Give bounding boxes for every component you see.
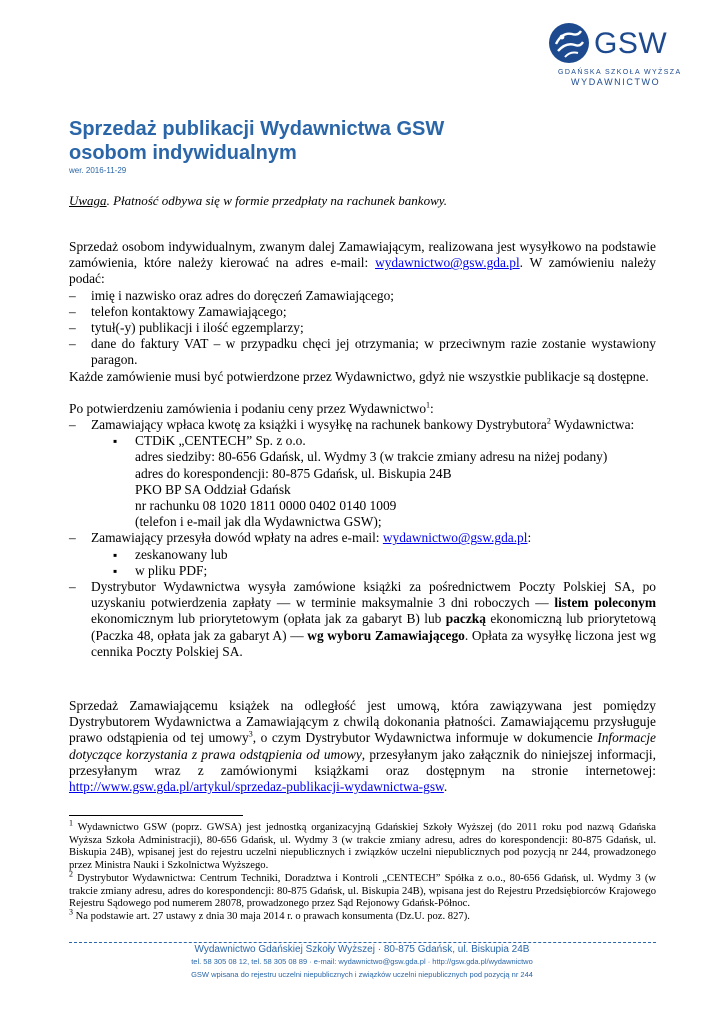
logo-name: GSW — [594, 27, 668, 60]
notice-label: Uwaga — [69, 193, 107, 208]
after-confirm-colon: : — [430, 400, 434, 416]
title-line-2: osobom indywidualnym — [69, 142, 297, 164]
email-link[interactable]: wydawnictwo@gsw.gda.pl — [382, 530, 528, 546]
document-body — [69, 239, 656, 795]
footer-contact: tel. 58 305 08 12, tel. 58 305 08 89 · e-mail: wydawnictwo@gsw.gda.pl · http://gsw.gda.pl/wydawnictwo — [191, 957, 533, 966]
payment-notice — [69, 193, 447, 209]
footnote-number: 3 — [69, 907, 73, 917]
step-payment — [69, 417, 656, 530]
bank-line: CTDiK „CENTECH” Sp. z o.o. — [135, 433, 306, 449]
website-link[interactable]: http://www.gsw.gda.pl/artykul/sprzedaz-publikacji-wydawnictwa-gsw — [69, 779, 444, 795]
footer-divider — [69, 942, 656, 943]
logo-subtitle: GDAŃSKA SZKOŁA WYŻSZA — [558, 69, 682, 76]
footnote-ref-3[interactable]: 3 — [248, 730, 253, 740]
step3-text-a: Dystrybutor Wydawnictwa wysyła zamówione książki za pośrednictwem Poczty Polskiej SA, po uzyskaniu potwierdzenia zapłaty — w terminie maksymalnie 3 dni roboczych — — [91, 579, 656, 611]
footer-registration: GSW wpisana do rejestru uczelni niepublicznych i związków uczelni niepublicznych pod pozycją nr 244 — [191, 970, 533, 979]
notice-text: . Płatność odbywa się w formie przedpłaty na rachunek bankowy. — [106, 193, 448, 208]
footer-address: Wydawnictwo Gdańskiej Szkoły Wyższej · 80-875 Gdańsk, ul. Biskupia 24B — [194, 944, 530, 955]
final-text-b: , o czym Dystrybutor Wydawnictwa informuje w dokumencie — [252, 730, 598, 746]
intro-text: Sprzedaż osobom indywidualnym, zwanym dalej Zamawiającym, realizowana jest wysyłkowo na podstawie zamówienia, które należy kierować na adres e-mail: — [69, 239, 656, 271]
bank-line: nr rachunku 08 1020 1811 0000 0402 0140 1009 — [135, 498, 397, 514]
bank-details-item — [113, 433, 656, 530]
order-requirements-list — [69, 288, 656, 369]
footnote — [69, 907, 656, 924]
after-confirmation-heading — [69, 401, 656, 417]
footnote-text: Dystrybutor Wydawnictwa: Centrum Techniki, Doradztwa i Kontroli „CENTECH” Spółka z o.o., 80-656 Gdańsk, ul. Wydmy 3 (w trakcie zmiany adresu, adres do korespondencji: 80-875 Gdańsk, ul. Biskupia 24B), wpisana jest do Rejestru Przedsiębiorców Krajowego Rejestru Sądowego pod numerem 28078, prowadzonego przez Sąd Rejonowy Gdańsk-Północ. — [69, 872, 656, 910]
footnote-divider — [69, 815, 243, 816]
footnote-ref-1[interactable]: 1 — [426, 400, 431, 410]
bank-details — [91, 433, 656, 530]
list-item: ▪ zeskanowany lub — [113, 547, 656, 563]
step3-registered-letter: listem poleconym — [554, 595, 656, 611]
footnote-text: Wydawnictwo GSW (poprz. GWSA) jest jednostką organizacyjną Gdańskiej Szkoły Wyższej (do 2011 roku pod nazwą Gdańska Wyższa Szkoła Administracji), 80-656 Gdańsk, ul. Wydmy 3 (w trakcie zmiany adresu, adres do korespondencji: 80-875 Gdańsk, ul. Biskupia 24B), wpisanej jest do rejestru uczelni niepublicznych i związków uczelni niepublicznych pod pozycją nr 244, prowadzonego przez Ministra Nauki i Szkolnictwa Wyższego. — [69, 822, 656, 872]
list-item: – dane do faktury VAT – w przypadku chęci jej otrzymania; w przeciwnym razie zostanie wystawiony paragon. — [69, 336, 656, 368]
withdrawal-paragraph — [69, 698, 656, 795]
final-text-end: . — [443, 779, 448, 795]
bank-line: adres do korespondencji: 80-875 Gdańsk, ul. Biskupia 24B — [135, 465, 452, 481]
page-title — [69, 117, 549, 165]
list-item: – telefon kontaktowy Zamawiającego; — [69, 304, 656, 320]
intro-paragraph — [69, 239, 656, 288]
footnote-number: 2 — [69, 869, 73, 879]
step1-text: Zamawiający wpłaca kwotę za książki i wysyłkę na rachunek bankowy Dystrybutora — [91, 417, 547, 433]
confirmation-note: Każde zamówienie musi być potwierdzone przez Wydawnictwo, gdyż nie wszystkie publikacje są dostępne. — [69, 368, 649, 384]
procedure-steps-list — [69, 417, 656, 660]
list-item: ▪ w pliku PDF; — [113, 563, 656, 579]
list-item: – imię i nazwisko oraz adres do doręczeń Zamawiającego; — [69, 288, 656, 304]
footnote — [69, 869, 656, 911]
after-confirm-text: Po potwierdzeniu zamówienia i podaniu ceny przez Wydawnictwo — [69, 400, 427, 416]
list-item: – tytuł(-y) publikacji i ilość egzemplarzy; — [69, 320, 656, 336]
step2-text: Zamawiający przesyła dowód wpłaty na adres e-mail: — [91, 530, 383, 546]
footnote-text: Na podstawie art. 27 ustawy z dnia 30 maja 2014 r. o prawach konsumenta (Dz.U. poz. 827). — [73, 910, 470, 922]
gsw-logo — [548, 22, 688, 86]
step3-text-e: ekonomiczną lub priorytetową (Paczka 48, opłata jak za gabaryt A) — — [91, 611, 656, 643]
step3-text-c: ekonomicznym lub priorytetowym (opłata jak za gabaryt B) lub — [91, 611, 446, 627]
logo-subtitle-publisher: WYDAWNICTWO — [571, 77, 661, 87]
footnote-number: 1 — [69, 818, 73, 828]
step-shipping — [69, 579, 656, 660]
step3-parcel: paczką — [445, 611, 486, 627]
email-link[interactable]: wydawnictwo@gsw.gda.pl — [375, 255, 520, 271]
final-text-d: , przesyłanym jako załącznik do niniejszej informacji, przesyłanym wraz z zamówionymi książkami oraz dostępnym na stronie internetowej: — [69, 746, 656, 778]
step3-text-g: . Opłata za wysyłkę liczona jest wg cennika Poczty Polskiej SA. — [91, 627, 656, 659]
document-version: wer. 2016-11-29 — [69, 166, 127, 175]
step2-end: : — [527, 530, 532, 546]
footnote — [69, 818, 656, 873]
step-proof — [69, 530, 656, 579]
withdrawal-document-title: Informacje dotyczące korzystania z prawa odstąpienia od umowy — [69, 730, 656, 762]
title-line-1: Sprzedaż publikacji Wydawnictwa GSW — [69, 118, 445, 140]
footnotes — [69, 818, 656, 924]
bank-line: (telefon i e-mail jak dla Wydawnictwa GSW); — [135, 514, 382, 530]
gsw-globe-logo-icon — [548, 22, 590, 64]
intro-text-end: . W zamówieniu należy podać: — [69, 255, 656, 287]
step1-end: Wydawnictwa: — [550, 417, 635, 433]
final-text-a: Sprzedaż Zamawiającemu książek na odległość jest umową, która zawiązywana jest pomiędzy Dystrybutorem Wydawnictwa a Zamawiającym z chwilą dokonania płatności. Zamawiającemu przysługuje prawo odstąpienia od tej umowy — [69, 698, 656, 746]
bank-line: adres siedziby: 80-656 Gdańsk, ul. Wydmy 3 (w trakcie zmiany adresu na niżej podany) — [135, 449, 608, 465]
footnote-ref-2[interactable]: 2 — [546, 416, 551, 426]
step3-customer-choice: wg wyboru Zamawiającego — [307, 627, 465, 643]
bank-line: PKO BP SA Oddział Gdańsk — [135, 481, 291, 497]
proof-options — [91, 547, 656, 579]
